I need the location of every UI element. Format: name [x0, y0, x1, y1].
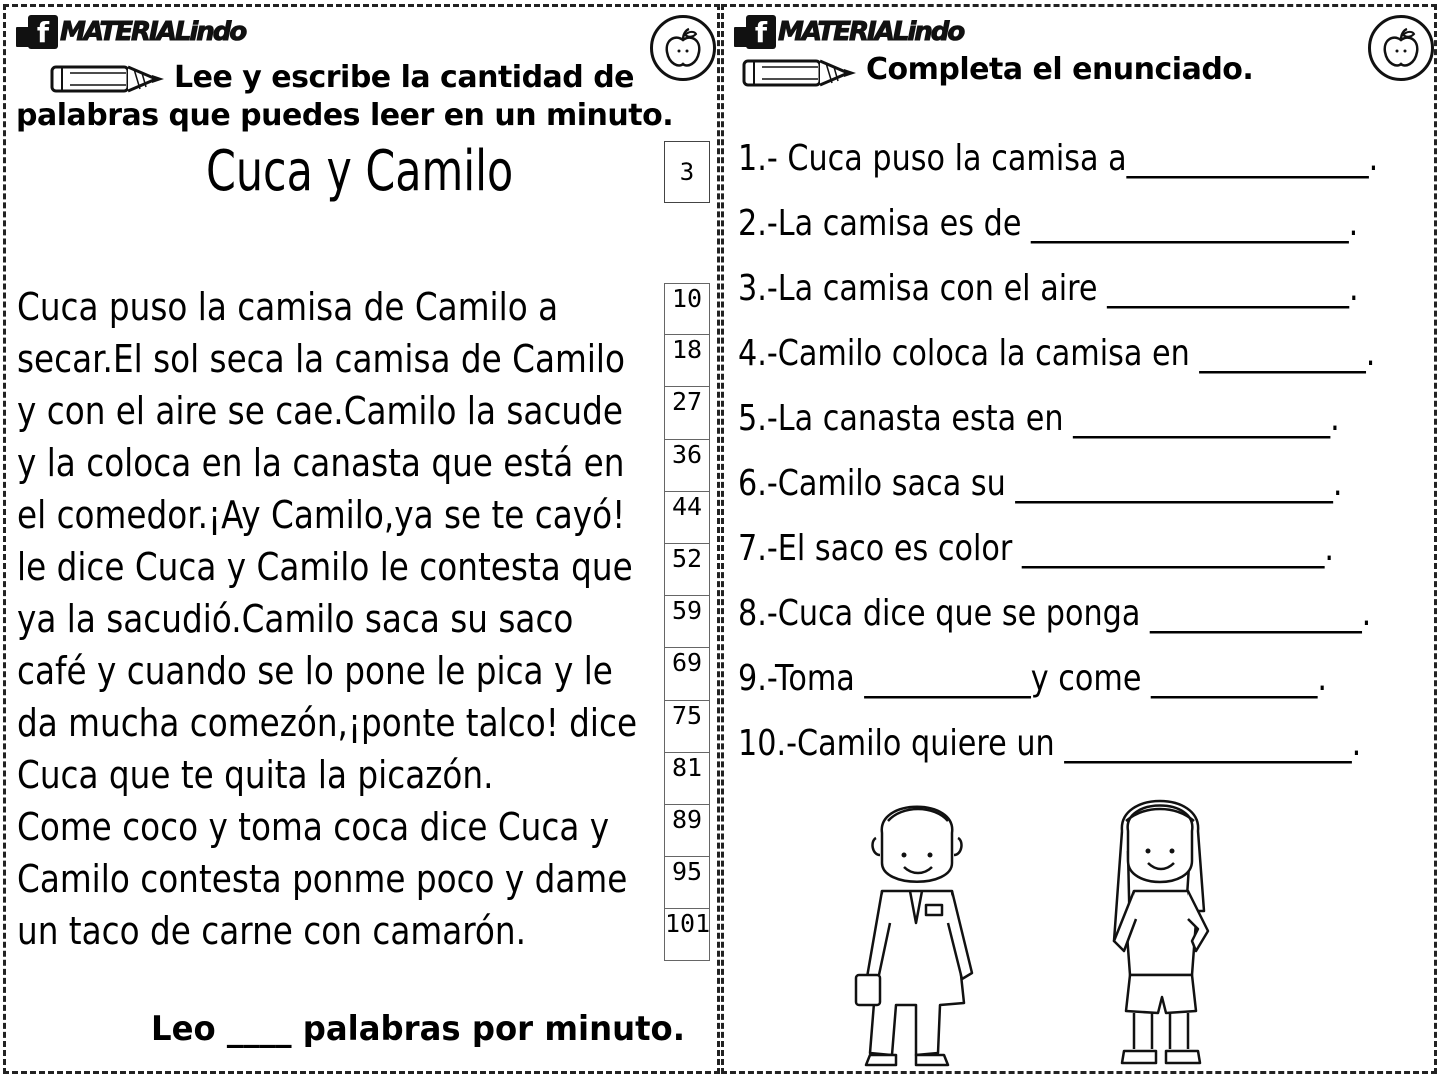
word-count-cell: 89 [664, 805, 710, 857]
story-line: el comedor.¡Ay Camilo,ya se te cayó! [17, 493, 626, 537]
brand-header [14, 15, 245, 49]
story-line: Cuca que te quita la picazón. [17, 753, 494, 797]
reading-speed-footer: Leo ____ palabras por minuto. [151, 1009, 685, 1049]
brand-header [732, 15, 963, 49]
word-count-cell: 18 [664, 335, 710, 387]
story-line: ya la sacudió.Camilo saca su saco [17, 597, 574, 641]
story-line: Cuca puso la camisa de Camilo a [17, 285, 559, 329]
question-item[interactable]: 5.-La canasta esta en _________________. [738, 398, 1340, 439]
story-text [17, 285, 667, 961]
question-item[interactable]: 7.-El saco es color ____________________. [738, 528, 1334, 569]
girl-illustration [1100, 791, 1220, 1073]
story-line: y la coloca en la canasta que está en [17, 441, 625, 485]
apple-logo-icon [650, 15, 716, 81]
instruction-text: Completa el enunciado. [866, 52, 1254, 87]
pencil-icon [48, 61, 170, 97]
question-item[interactable]: 3.-La camisa con el aire ________________. [738, 268, 1359, 309]
story-line: y con el aire se cae.Camilo la sacude [17, 389, 623, 433]
word-count-cell: 27 [664, 387, 710, 439]
story-line: un taco de carne con camarón. [17, 909, 527, 953]
story-line: secar.El sol seca la camisa de Camilo [17, 337, 625, 381]
question-item[interactable]: 8.-Cuca dice que se ponga ______________. [738, 593, 1372, 634]
title-word-count: 3 [664, 141, 710, 203]
facebook-like-icon: f [732, 15, 776, 49]
story-line: Camilo contesta ponme poco y dame [17, 857, 628, 901]
instruction-line-1: Lee y escribe la cantidad de [174, 60, 635, 95]
left-worksheet-page [3, 4, 720, 1074]
word-count-cell: 95 [664, 857, 710, 909]
word-count-cell: 44 [664, 492, 710, 544]
word-count-cell: 59 [664, 596, 710, 648]
story-line: da mucha comezón,¡ponte talco! dice [17, 701, 638, 745]
word-count-column [664, 283, 710, 961]
word-count-cell: 36 [664, 440, 710, 492]
facebook-like-icon: f [14, 15, 58, 49]
story-line: Come coco y toma coca dice Cuca y [17, 805, 610, 849]
question-item[interactable]: 10.-Camilo quiere un ___________________. [738, 723, 1362, 764]
word-count-cell: 75 [664, 701, 710, 753]
word-count-cell: 69 [664, 648, 710, 700]
word-count-cell: 52 [664, 544, 710, 596]
word-count-cell: 101 [664, 909, 710, 961]
question-item[interactable]: 2.-La camisa es de _____________________. [738, 203, 1359, 244]
brand-name: MATERIALindo [778, 17, 964, 47]
brand-name: MATERIALindo [60, 17, 246, 47]
story-line: le dice Cuca y Camilo le contesta que [17, 545, 633, 589]
word-count-cell: 10 [664, 283, 710, 335]
story-title: Cuca y Camilo [206, 139, 514, 204]
question-item[interactable]: 1.- Cuca puso la camisa a________________. [738, 138, 1379, 179]
question-list [738, 138, 1428, 788]
boy-illustration [852, 793, 982, 1073]
question-item[interactable]: 4.-Camilo coloca la camisa en ___________. [738, 333, 1376, 374]
story-line: café y cuando se lo pone le pica y le [17, 649, 613, 693]
pencil-icon [740, 55, 862, 91]
word-count-cell: 81 [664, 753, 710, 805]
question-item[interactable]: 9.-Toma ___________y come ___________. [738, 658, 1327, 699]
instruction-line-2: palabras que puedes leer en un minuto. [16, 98, 674, 133]
question-item[interactable]: 6.-Camilo saca su _____________________. [738, 463, 1343, 504]
apple-logo-icon [1368, 15, 1434, 81]
